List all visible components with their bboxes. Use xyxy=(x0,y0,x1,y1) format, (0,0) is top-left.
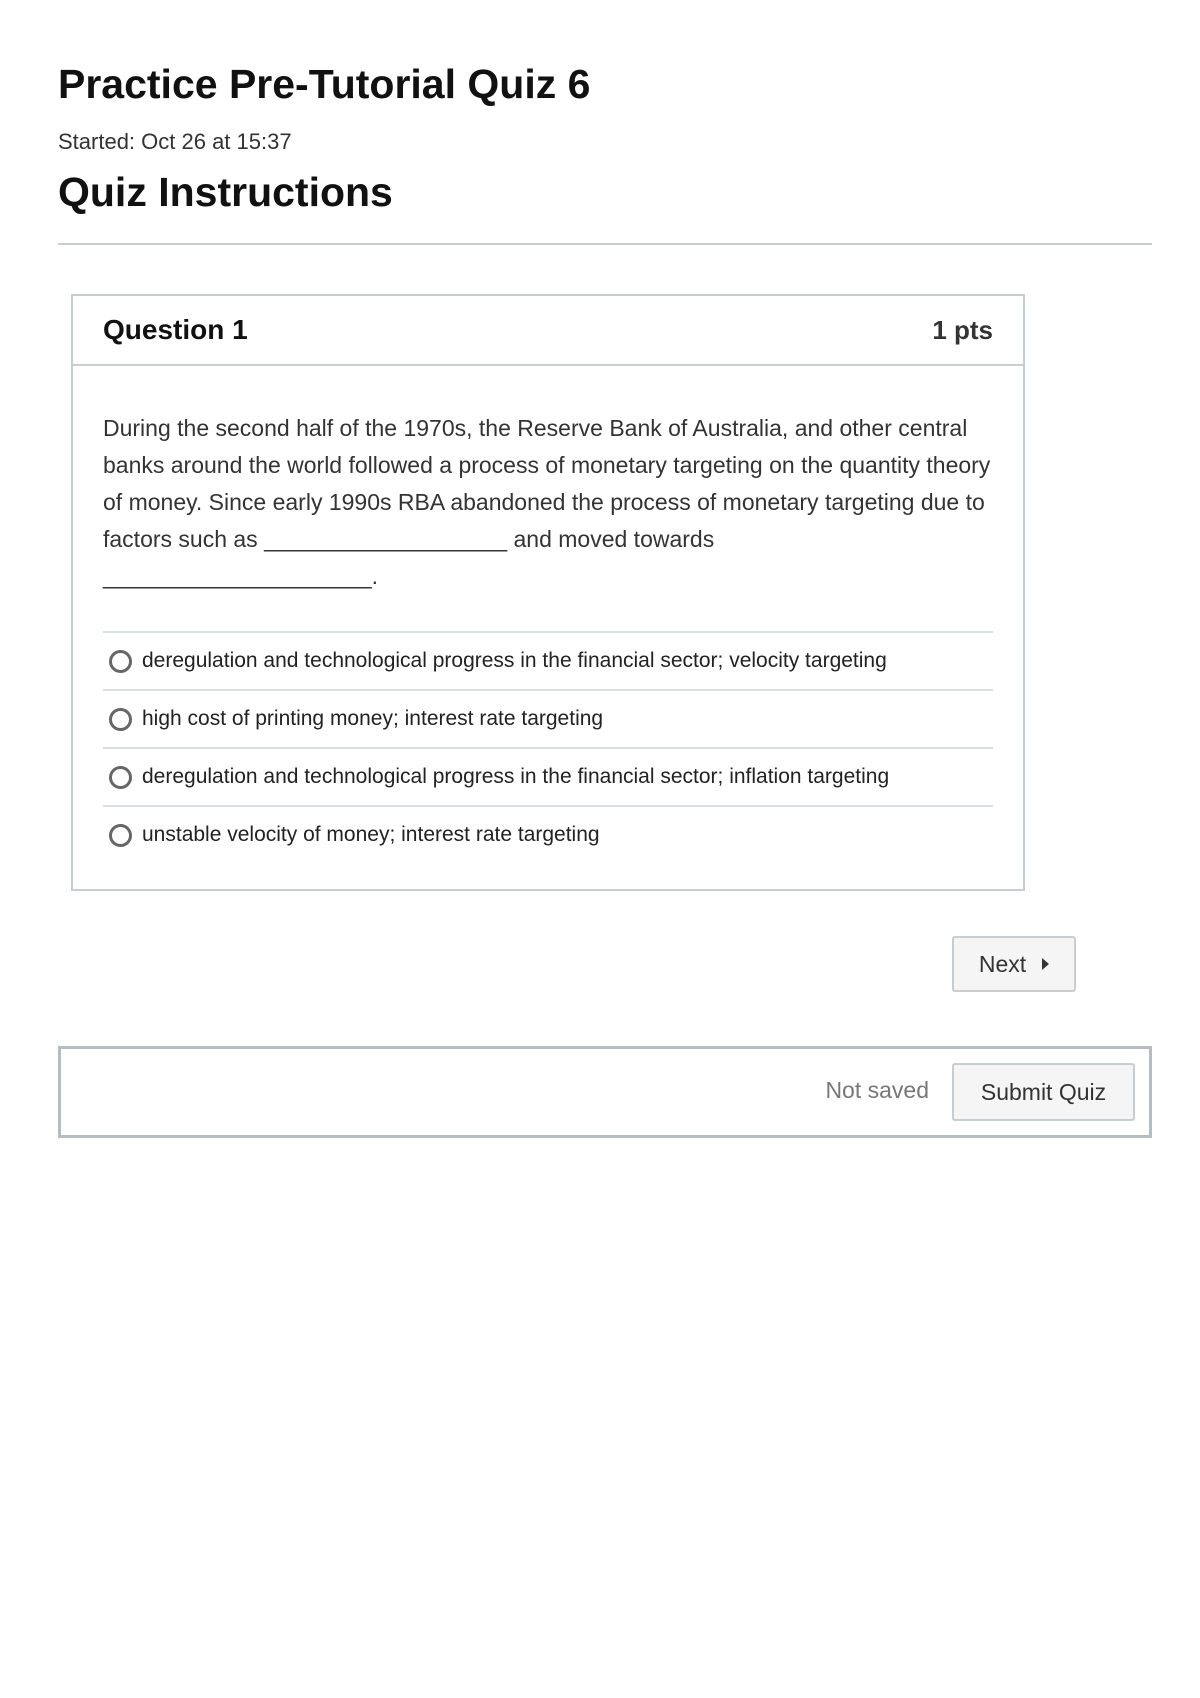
caret-right-icon xyxy=(1042,958,1049,970)
answer-label: high cost of printing money; interest rate targeting xyxy=(142,707,604,730)
radio-button-icon[interactable] xyxy=(109,824,132,847)
question-text: During the second half of the 1970s, the Reserve Bank of Australia, and other central banks around the world followed a process of monetary targeting on the quantity theory of money. Since early 1990s RBA abandoned the process of monetary targeting due to factors such as ___________________ and moved towards _____________________. xyxy=(103,415,991,589)
answer-list xyxy=(103,631,993,863)
answer-option[interactable] xyxy=(103,807,993,863)
save-status: Not saved xyxy=(825,1077,929,1103)
radio-button-icon[interactable] xyxy=(109,766,132,789)
quiz-header xyxy=(58,60,1152,253)
answer-option[interactable] xyxy=(103,691,993,749)
submit-bar xyxy=(58,1046,1152,1138)
answer-option[interactable] xyxy=(103,633,993,691)
quiz-title: Practice Pre-Tutorial Quiz 6 xyxy=(58,61,591,107)
submit-quiz-button[interactable]: Submit Quiz xyxy=(952,1063,1135,1121)
question-points: 1 pts xyxy=(932,314,993,345)
question-header xyxy=(73,296,1023,366)
answer-label: deregulation and technological progress in the financial sector; velocity targeting xyxy=(142,649,887,672)
radio-button-icon[interactable] xyxy=(109,650,132,673)
quiz-started-time: Started: Oct 26 at 15:37 xyxy=(58,129,292,155)
answer-label: deregulation and technological progress in the financial sector; inflation targeting xyxy=(142,765,890,788)
question-card xyxy=(71,294,1025,891)
answer-option[interactable] xyxy=(103,749,993,807)
next-button-label: Next xyxy=(978,950,1027,977)
quiz-instructions-heading: Quiz Instructions xyxy=(58,168,393,215)
question-name: Question 1 xyxy=(103,314,248,345)
question-body xyxy=(73,366,1023,889)
next-button[interactable] xyxy=(952,936,1076,992)
header-divider xyxy=(58,243,1152,245)
radio-button-icon[interactable] xyxy=(109,708,132,731)
answer-label: unstable velocity of money; interest rate targeting xyxy=(142,823,600,846)
